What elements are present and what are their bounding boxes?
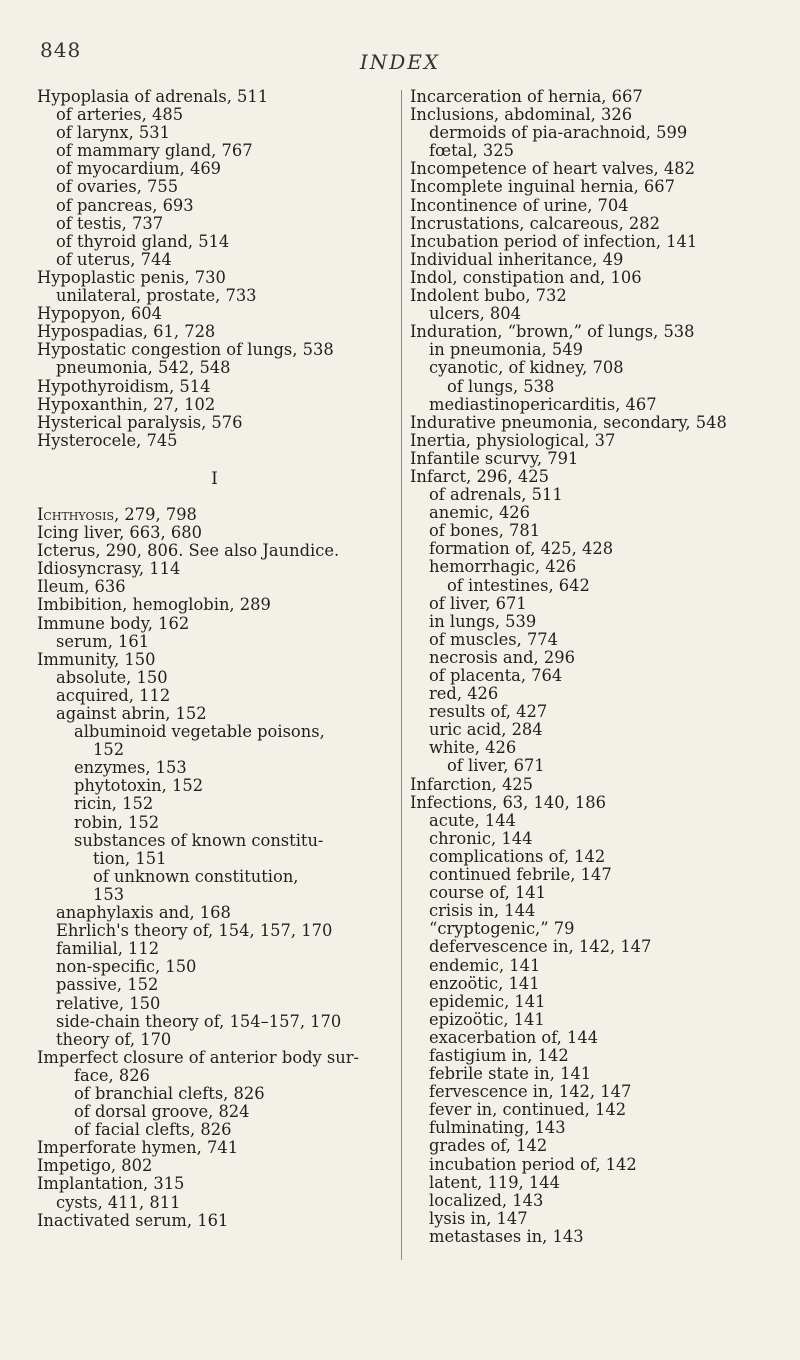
index-entry: epizoötic, 141 xyxy=(429,1009,545,1029)
index-entry: Imperfect closure of anterior body sur- xyxy=(37,1047,360,1067)
column-divider xyxy=(401,90,402,1260)
index-entry: passive, 152 xyxy=(56,975,159,995)
index-entry: necrosis and, 296 xyxy=(429,647,575,667)
index-entry: tion, 151 xyxy=(93,848,167,868)
index-entry: localized, 143 xyxy=(429,1190,544,1210)
index-entry: of liver, 671 xyxy=(429,593,527,613)
index-entry: Inactivated serum, 161 xyxy=(37,1210,229,1230)
index-entry: fœtal, 325 xyxy=(429,141,515,161)
index-entry: red, 426 xyxy=(429,684,499,704)
index-entry: pneumonia, 542, 548 xyxy=(56,358,231,378)
index-entry: Ileum, 636 xyxy=(37,577,126,597)
index-entry: of branchial clefts, 826 xyxy=(74,1083,265,1103)
index-entry: of ovaries, 755 xyxy=(56,177,179,197)
index-entry: of lungs, 538 xyxy=(447,376,555,396)
index-entry: of dorsal groove, 824 xyxy=(74,1102,250,1122)
index-entry: Imperforate hymen, 741 xyxy=(37,1138,239,1158)
index-entry: fervescence in, 142, 147 xyxy=(429,1082,632,1102)
index-entry: of testis, 737 xyxy=(56,213,164,233)
index-entry: Hypoplasia of adrenals, 511 xyxy=(37,87,269,106)
index-entry: hemorrhagic, 426 xyxy=(429,557,577,577)
index-entry: Hypopyon, 604 xyxy=(37,304,162,324)
index-entry: Hypostatic congestion of lungs, 538 xyxy=(37,340,334,360)
index-entry: uric acid, 284 xyxy=(429,720,543,740)
index-entry: chronic, 144 xyxy=(429,828,533,848)
index-entry: febrile state in, 141 xyxy=(429,1064,592,1084)
index-entry: enzoötic, 141 xyxy=(429,973,540,993)
section-letter: I xyxy=(211,468,218,489)
index-entry: robin, 152 xyxy=(74,812,160,832)
index-entry: of liver, 671 xyxy=(447,756,545,776)
index-entry: unilateral, prostate, 733 xyxy=(56,286,257,306)
index-entry: non-specific, 150 xyxy=(56,957,197,977)
index-entry: Infections, 63, 140, 186 xyxy=(410,792,607,812)
index-entry: Infantile scurvy, 791 xyxy=(410,448,579,468)
index-entry: acute, 144 xyxy=(429,810,516,830)
index-entry: of adrenals, 511 xyxy=(429,485,563,505)
index-entry: Incompetence of heart valves, 482 xyxy=(410,159,695,179)
index-entry: Induration, “brown,” of lungs, 538 xyxy=(410,322,695,342)
index-entry: Infarct, 296, 425 xyxy=(410,466,549,486)
index-entry: results of, 427 xyxy=(429,702,548,722)
index-entry: grades of, 142 xyxy=(429,1136,548,1156)
index-entry: latent, 119, 144 xyxy=(429,1172,560,1192)
index-entry: familial, 112 xyxy=(56,939,160,959)
index-entry: Indol, constipation and, 106 xyxy=(410,267,642,287)
index-entry: mediastinopericarditis, 467 xyxy=(429,394,657,414)
index-column-right xyxy=(410,88,780,1246)
index-entry: anaphylaxis and, 168 xyxy=(56,903,231,923)
index-entry: Immune body, 162 xyxy=(37,613,190,633)
index-entry: Icterus, 290, 806. See also Jaundice. xyxy=(37,541,340,561)
index-entry: of larynx, 531 xyxy=(56,123,170,143)
index-entry: lysis in, 147 xyxy=(429,1208,528,1228)
index-entry: exacerbation of, 144 xyxy=(429,1027,599,1047)
index-entry: ricin, 152 xyxy=(74,794,154,814)
index-entry: Inclusions, abdominal, 326 xyxy=(410,105,633,125)
index-entry: of facial clefts, 826 xyxy=(74,1120,232,1140)
index-entry: 153 xyxy=(93,884,125,904)
index-entry: Ichthyosis, 279, 798 xyxy=(37,504,197,524)
index-entry: Immunity, 150 xyxy=(37,649,156,669)
index-entry: ulcers, 804 xyxy=(429,304,522,324)
index-entry: white, 426 xyxy=(429,738,517,758)
index-entry: Impetigo, 802 xyxy=(37,1156,153,1176)
index-entry: Idiosyncrasy, 114 xyxy=(37,559,181,579)
index-entry: Incrustations, calcareous, 282 xyxy=(410,213,660,233)
index-entry: albuminoid vegetable poisons, xyxy=(74,722,325,742)
index-entry: crisis in, 144 xyxy=(429,901,536,921)
index-entry: substances of known constitu- xyxy=(74,830,324,850)
index-entry: Icing liver, 663, 680 xyxy=(37,523,202,543)
index-entry: cyanotic, of kidney, 708 xyxy=(429,358,624,378)
index-entry: against abrin, 152 xyxy=(56,704,207,723)
index-entry: formation of, 425, 428 xyxy=(429,539,614,559)
index-entry: relative, 150 xyxy=(56,993,161,1013)
index-entry: acquired, 112 xyxy=(56,685,171,705)
index-entry: Implantation, 315 xyxy=(37,1174,185,1194)
index-entry: phytotoxin, 152 xyxy=(74,776,204,796)
index-entry: incubation period of, 142 xyxy=(429,1154,637,1174)
index-entry: of mammary gland, 767 xyxy=(56,141,253,161)
index-entry: Hypoplastic penis, 730 xyxy=(37,267,226,287)
index-entry: in lungs, 539 xyxy=(429,611,537,631)
index-entry: fever in, continued, 142 xyxy=(429,1100,627,1120)
index-entry: in pneumonia, 549 xyxy=(429,340,583,360)
index-entry: fulminating, 143 xyxy=(429,1118,566,1138)
page-number: 848 xyxy=(40,38,82,62)
index-entry: Ehrlich's theory of, 154, 157, 170 xyxy=(56,921,333,941)
index-entry: face, 826 xyxy=(74,1065,150,1085)
index-entry: cysts, 411, 811 xyxy=(56,1192,181,1212)
index-entry: of intestines, 642 xyxy=(447,575,590,595)
index-entry: Indurative pneumonia, secondary, 548 xyxy=(410,412,727,432)
index-entry: epidemic, 141 xyxy=(429,991,546,1011)
running-head: INDEX xyxy=(359,50,441,74)
index-entry: complications of, 142 xyxy=(429,846,606,866)
index-entry: continued febrile, 147 xyxy=(429,865,612,885)
index-entry: absolute, 150 xyxy=(56,667,168,687)
index-entry: of pancreas, 693 xyxy=(56,195,194,215)
index-entry: of thyroid gland, 514 xyxy=(56,231,230,251)
index-entry: side-chain theory of, 154–157, 170 xyxy=(56,1011,342,1031)
index-entry: Hysterical paralysis, 576 xyxy=(37,412,243,432)
index-entry: dermoids of pia-arachnoid, 599 xyxy=(429,123,688,143)
index-entry: “cryptogenic,” 79 xyxy=(429,919,575,939)
index-column-left xyxy=(37,88,392,1230)
index-entry: Incontinence of urine, 704 xyxy=(410,195,629,215)
index-entry: theory of, 170 xyxy=(56,1029,172,1049)
index-entry: Infarction, 425 xyxy=(410,774,534,794)
index-entry: endemic, 141 xyxy=(429,955,541,975)
index-entry: of myocardium, 469 xyxy=(56,159,222,179)
index-entry: fastigium in, 142 xyxy=(429,1045,569,1065)
index-entry: defervescence in, 142, 147 xyxy=(429,937,652,957)
index-entry: Hypoxanthin, 27, 102 xyxy=(37,394,216,414)
index-entry: of uterus, 744 xyxy=(56,249,172,269)
index-entry: Hypothyroidism, 514 xyxy=(37,376,211,396)
index-entry: Inertia, physiological, 37 xyxy=(410,430,616,450)
index-entry: of muscles, 774 xyxy=(429,629,559,649)
index-entry: Hysterocele, 745 xyxy=(37,430,178,450)
index-entry: serum, 161 xyxy=(56,631,150,651)
index-entry: of arteries, 485 xyxy=(56,105,184,125)
index-entry: of bones, 781 xyxy=(429,521,541,541)
index-entry: metastases in, 143 xyxy=(429,1226,584,1246)
index-entry: Incarceration of hernia, 667 xyxy=(410,87,643,106)
index-entry: Hypospadias, 61, 728 xyxy=(37,322,216,342)
index-entry: course of, 141 xyxy=(429,883,547,903)
index-entry: anemic, 426 xyxy=(429,503,531,523)
index-entry: of placenta, 764 xyxy=(429,666,563,685)
index-entry: Incomplete inguinal hernia, 667 xyxy=(410,177,676,197)
index-entry: Imbibition, hemoglobin, 289 xyxy=(37,595,271,615)
index-entry: Incubation period of infection, 141 xyxy=(410,231,698,251)
index-entry: enzymes, 153 xyxy=(74,758,187,778)
index-entry: Individual inheritance, 49 xyxy=(410,249,624,269)
index-entry: of unknown constitution, xyxy=(93,866,299,886)
index-entry: Indolent bubo, 732 xyxy=(410,286,567,306)
index-entry: 152 xyxy=(93,740,125,760)
